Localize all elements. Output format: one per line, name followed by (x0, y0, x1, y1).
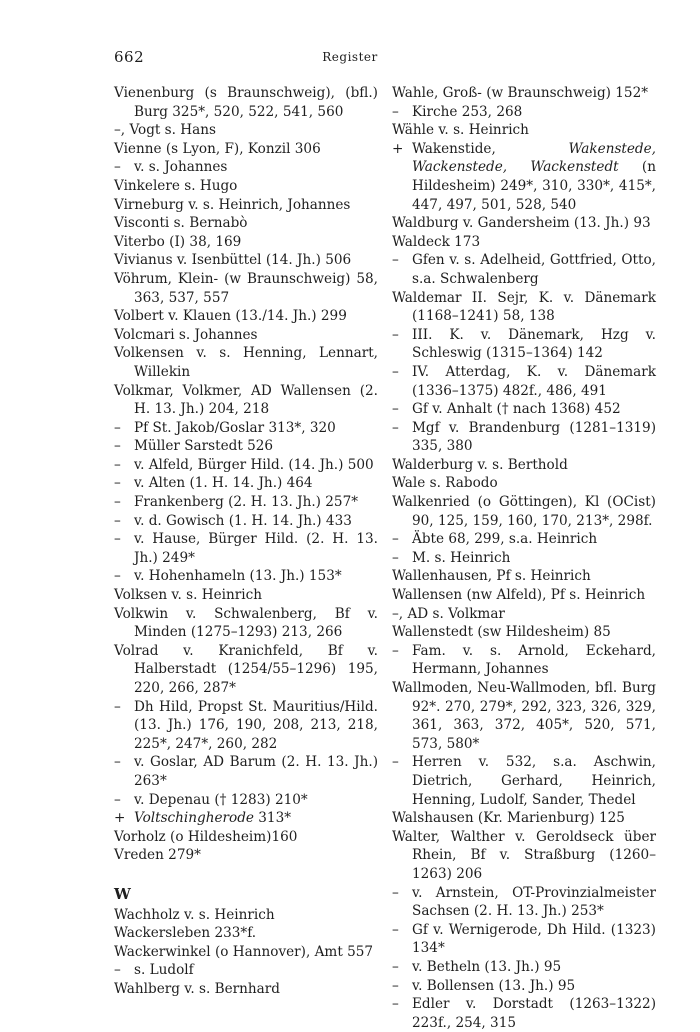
index-entry (114, 196, 378, 215)
entry-marker: – (392, 977, 399, 994)
entry-text: Volksen v. s. Heinrich (114, 587, 262, 604)
index-subentry (114, 456, 378, 475)
index-subentry (114, 158, 378, 177)
entry-text: v. d. Gowisch (1. H. 14. Jh.) 433 (134, 512, 352, 529)
index-subentry (114, 567, 378, 586)
index-entry (392, 567, 656, 586)
entry-text: IV. Atterdag, K. v. Dänemark (1336–1375) 482f., 486, 491 (412, 363, 656, 399)
index-subentry (392, 642, 656, 679)
entry-marker: – (114, 531, 121, 548)
entry-text: Müller Sarstedt 526 (134, 438, 274, 455)
index-entry (114, 326, 378, 345)
index-subentry (392, 977, 656, 996)
entry-marker: – (114, 475, 121, 492)
entry-text: Vienne (s Lyon, F), Konzil 306 (114, 140, 321, 157)
page-number: 662 (114, 48, 145, 66)
index-entry (392, 605, 656, 624)
entry-marker: – (392, 326, 399, 343)
entry-text: Äbte 68, 299, s.a. Heinrich (412, 531, 598, 548)
entry-marker: – (114, 754, 121, 771)
index-subentry (114, 419, 378, 438)
entry-marker: – (392, 401, 399, 418)
entry-marker: – (392, 754, 399, 771)
index-subentry (392, 549, 656, 568)
entry-text: Virneburg v. s. Heinrich, Johannes (114, 196, 351, 213)
index-column-left (114, 84, 378, 999)
index-entry (392, 493, 656, 530)
entry-text: Volkensen v. s. Henning, Lennart, Willekin (114, 345, 378, 380)
entry-text: v. Depenau († 1283) 210* (134, 791, 308, 808)
entry-text: v. Goslar, AD Barum (2. H. 13. Jh.) 263* (134, 754, 378, 789)
index-subentry (114, 474, 378, 493)
entry-text: Wackersleben 233*f. (114, 925, 257, 942)
index-entry (392, 474, 656, 493)
index-subentry (392, 753, 656, 809)
index-subentry (392, 958, 656, 977)
index-subentry (392, 419, 656, 456)
index-entry (114, 828, 378, 847)
entry-text: –, AD s. Volkmar (392, 605, 505, 622)
entry-text: Dh Hild, Propst St. Mauritius/Hild. (13. Jh.) 176, 190, 208, 213, 218, 225*, 247*, 260, 282 (134, 698, 378, 752)
index-subentry (392, 530, 656, 549)
entry-text: Walter, Walther v. Geroldseck über Rhein, Bf v. Straßburg (1260–1263) 206 (392, 828, 656, 882)
index-entry (114, 906, 378, 925)
section-letter: W (114, 884, 131, 903)
index-subentry (392, 251, 656, 288)
entry-text: Herren v. 532, s.a. Aschwin, Dietrich, Gerhard, Heinrich, Henning, Ludolf, Sander, Thedel (412, 754, 656, 808)
index-entry (392, 623, 656, 642)
entry-marker: – (392, 103, 399, 120)
entry-text: Viterbo (I) 38, 169 (114, 233, 242, 250)
entry-text: Wallmoden, Neu-Wallmoden, bfl. Burg 92*. 270, 279*, 292, 323, 326, 329, 361, 363, 372, 405*, 520, 571, 573, 580* (392, 680, 656, 752)
entry-text: Mgf v. Brandenburg (1281–1319) 335, 380 (412, 419, 656, 455)
entry-text: III. K. v. Dänemark, Hzg v. Schleswig (1315–1364) 142 (412, 326, 656, 362)
entry-text: Wahle, Groß- (w Braunschweig) 152* (392, 85, 649, 101)
entry-text: Volrad v. Kranichfeld, Bf v. Halberstadt (1254/55–1296) 195, 220, 266, 287* (114, 642, 378, 696)
index-entry (114, 943, 378, 962)
index-subentry (114, 512, 378, 531)
index-entry (114, 177, 378, 196)
entry-marker: – (392, 958, 399, 975)
index-entry (114, 605, 378, 642)
entry-text: Frankenberg (2. H. 13. Jh.) 257* (134, 494, 359, 511)
entry-text: Vivianus v. Isenbüttel (14. Jh.) 506 (114, 252, 352, 269)
index-subentry (392, 400, 656, 419)
entry-text: Pf St. Jakob/Goslar 313*, 320 (134, 419, 336, 436)
index-entry (114, 924, 378, 943)
index-subentry (114, 493, 378, 512)
index-subentry (114, 791, 378, 810)
entry-text: Wale s. Rabodo (392, 475, 498, 492)
entry-text: s. Ludolf (134, 962, 194, 979)
index-subentry (392, 363, 656, 400)
entry-marker: – (114, 456, 121, 473)
entry-text: Wakenstide, (412, 140, 569, 157)
index-entry (392, 233, 656, 252)
entry-marker: – (392, 642, 399, 659)
entry-text: Waldeck 173 (392, 233, 481, 250)
index-entry (114, 382, 378, 419)
entry-text: Edler v. Dorstadt (1263–1322) 223f., 254, 315 (412, 996, 656, 1031)
entry-text: v. Alfeld, Bürger Hild. (14. Jh.) 500 (134, 456, 374, 473)
index-subentry (392, 921, 656, 958)
entry-marker: – (114, 159, 121, 176)
entry-italic-text: Voltschingherode (134, 810, 254, 827)
entry-text: Gf v. Anhalt († nach 1368) 452 (412, 401, 621, 418)
entry-text: Wachholz v. s. Heinrich (114, 906, 275, 923)
entry-text: Wackerwinkel (o Hannover), Amt 557 (114, 943, 374, 960)
entry-text: v. Bollensen (13. Jh.) 95 (412, 977, 576, 994)
index-column-right (392, 84, 656, 1032)
index-entry (392, 289, 656, 326)
index-subentry (114, 698, 378, 754)
entry-text: v. Hohenhameln (13. Jh.) 153* (134, 568, 342, 585)
index-entry (114, 270, 378, 307)
entry-text: Vienenburg (s Braunschweig), (bfl.) Burg 325*, 520, 522, 541, 560 (114, 85, 378, 120)
entry-text: Gfen v. s. Adelheid, Gottfried, Otto, s.a. Schwalenberg (412, 252, 656, 287)
entry-text: Wallenhausen, Pf s. Heinrich (392, 568, 591, 585)
entry-text: Walkenried (o Göttingen), Kl (OCist) 90, 125, 159, 160, 170, 213*, 298f. (392, 494, 656, 529)
index-subentry (392, 995, 656, 1032)
entry-marker: – (114, 962, 121, 979)
index-entry (392, 214, 656, 233)
entry-text: Volkmar, Volkmer, AD Wallensen (2. H. 13. Jh.) 204, 218 (114, 382, 378, 418)
entry-marker: + (114, 810, 126, 827)
index-entry (392, 679, 656, 753)
entry-text: Vöhrum, Klein- (w Braunschweig) 58, 363, 537, 557 (114, 270, 378, 306)
entry-text: Volkwin v. Schwalenberg, Bf v. Minden (1275–1293) 213, 266 (114, 605, 378, 641)
entry-text: Wähle v. s. Heinrich (392, 122, 529, 139)
index-entry (114, 140, 378, 159)
entry-marker: – (392, 363, 399, 380)
entry-text: v. Alten (1. H. 14. Jh.) 464 (134, 475, 313, 492)
index-entry (114, 846, 378, 865)
index-entry (114, 233, 378, 252)
entry-italic-text: Wakenstede, Wackenstede, Wackenstedt (412, 140, 656, 176)
entry-marker: – (114, 419, 121, 436)
entry-text: Fam. v. s. Arnold, Eckehard, Hermann, Johannes (412, 642, 656, 678)
entry-text: Vinkelere s. Hugo (114, 177, 238, 194)
index-entry (392, 84, 656, 103)
index-entry (392, 456, 656, 475)
entry-text: v. s. Johannes (134, 159, 228, 176)
index-entry (114, 980, 378, 999)
index-subentry (114, 530, 378, 567)
index-entry (392, 586, 656, 605)
index-entry (392, 121, 656, 140)
entry-text: Wahlberg v. s. Bernhard (114, 980, 280, 997)
entry-text-cont: (n Hildesheim) 249*, 310, 330*, 415*, 447, 497, 501, 528, 540 (412, 159, 656, 213)
entry-text: Wallensen (nw Alfeld), Pf s. Heinrich (392, 587, 646, 604)
entry-text: 313* (258, 810, 292, 827)
entry-marker: – (114, 494, 121, 511)
entry-text: Vreden 279* (114, 847, 201, 864)
index-subentry (392, 326, 656, 363)
index-subentry (392, 140, 656, 214)
index-entry (114, 307, 378, 326)
index-entry (392, 828, 656, 884)
entry-text: Waldburg v. Gandersheim (13. Jh.) 93 (392, 215, 651, 232)
entry-marker: – (114, 438, 121, 455)
entry-text: v. Hause, Bürger Hild. (2. H. 13. Jh.) 249* (134, 531, 378, 566)
index-subentry (392, 103, 656, 122)
entry-marker: – (392, 996, 399, 1013)
running-head: Register (322, 50, 378, 64)
index-subentry (114, 809, 378, 828)
entry-text: Visconti s. Bernabò (114, 215, 248, 232)
index-entry (114, 642, 378, 698)
entry-marker: – (114, 698, 121, 715)
entry-marker: – (392, 921, 399, 938)
entry-marker: – (392, 419, 399, 436)
entry-marker: – (114, 512, 121, 529)
index-entry (392, 809, 656, 828)
index-entry (114, 344, 378, 381)
entry-text: v. Betheln (13. Jh.) 95 (412, 958, 562, 975)
entry-marker: – (114, 568, 121, 585)
entry-marker: – (392, 884, 399, 901)
entry-text: –, Vogt s. Hans (114, 122, 216, 139)
index-entry (114, 214, 378, 233)
index-entry (114, 121, 378, 140)
index-subentry (114, 961, 378, 980)
entry-text: Walderburg v. s. Berthold (392, 456, 568, 473)
entry-marker: – (392, 252, 399, 269)
entry-text: Kirche 253, 268 (412, 103, 523, 120)
entry-text: Volbert v. Klauen (13./14. Jh.) 299 (114, 308, 347, 325)
entry-text: Gf v. Wernigerode, Dh Hild. (1323) 134* (412, 921, 656, 957)
entry-text: Walshausen (Kr. Marienburg) 125 (392, 810, 625, 827)
index-subentry (392, 884, 656, 921)
entry-text: Wallenstedt (sw Hildesheim) 85 (392, 624, 611, 641)
entry-text: Vorholz (o Hildesheim)160 (114, 828, 298, 845)
index-subentry (114, 753, 378, 790)
entry-text: Volcmari s. Johannes (114, 326, 258, 343)
index-subentry (114, 437, 378, 456)
entry-text: Waldemar II. Sejr, K. v. Dänemark (1168–1241) 58, 138 (392, 289, 656, 325)
index-entry (114, 586, 378, 605)
index-entry (114, 84, 378, 121)
entry-marker: – (392, 531, 399, 548)
entry-text: M. s. Heinrich (412, 549, 511, 566)
entry-marker: + (392, 140, 404, 157)
index-entry (114, 251, 378, 270)
entry-text: v. Arnstein, OT-Provinzialmeister Sachsen (2. H. 13. Jh.) 253* (412, 884, 656, 920)
entry-marker: – (392, 549, 399, 566)
entry-marker: – (114, 791, 121, 808)
